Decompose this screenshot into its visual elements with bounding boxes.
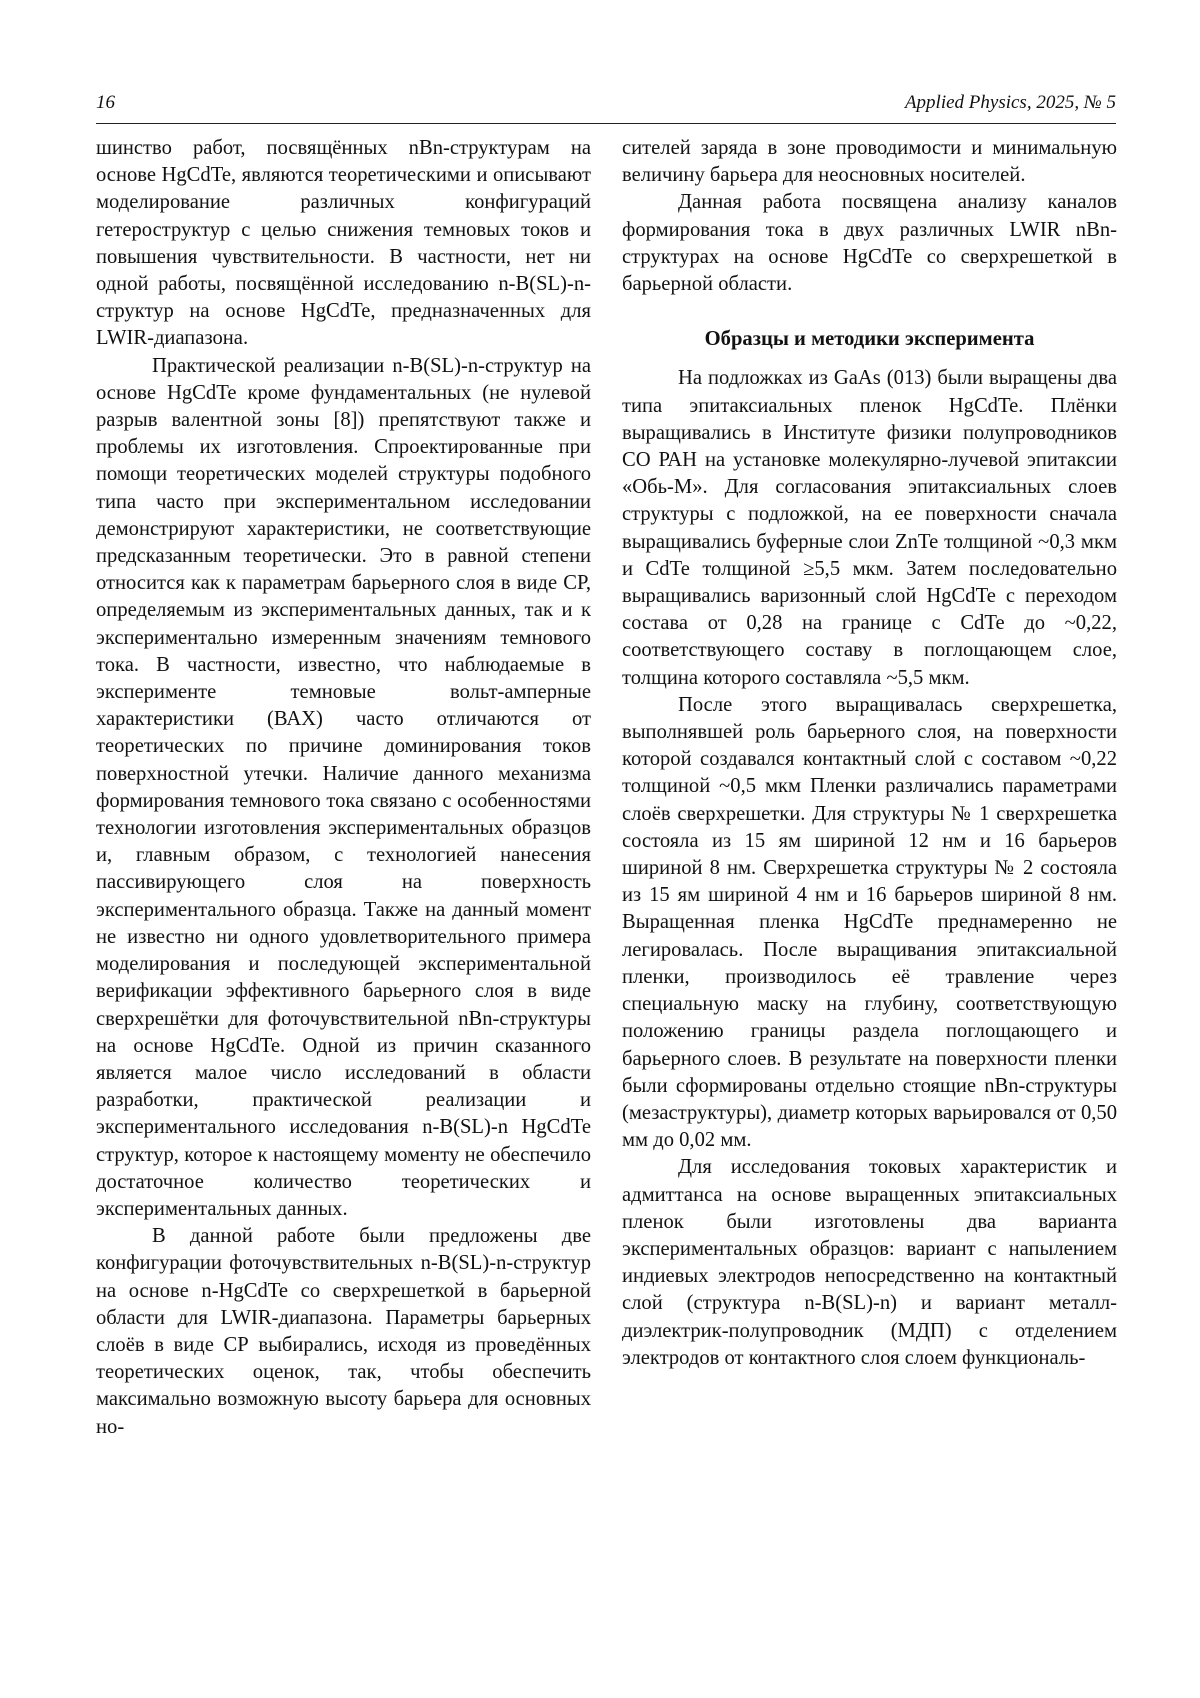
paragraph: Для исследования токовых характеристик и адмиттанса на основе выращенных эпитаксиальных пленок были изготовлены два варианта экспериментальных образцов: вариант с напылением индиевых электродов непосредственно на контактный слой (структура n-B(SL)-n) и вариант металл-диэлектрик-полупроводник (МДП) с отделением электродов от контактного слоя слоем функциональ- [622, 1156, 1117, 1369]
paragraph: сителей заряда в зоне проводимости и минимальную величину барьера для неосновных носителей. [622, 137, 1117, 187]
journal-citation: Applied Physics, 2025, № 5 [904, 92, 1116, 113]
header-rule [96, 123, 1116, 124]
page-header [96, 92, 1116, 122]
paragraph: шинство работ, посвящённых nBn-структурам на основе HgCdTe, являются теоретическими и описывают моделирование различных конфигураций гетероструктур с целью снижения темновых токов и повышения чувствительности. В частности, нет ни одной работы, посвящённой исследованию n-B(SL)-n-структур на основе HgCdTe, предназначенных для LWIR-диапазона. [96, 137, 591, 350]
left-column [96, 135, 591, 1441]
paragraph: Данная работа посвящена анализу каналов формирования тока в двух различных LWIR nBn-структурах на основе HgCdTe со сверхрешеткой в барьерной области. [622, 191, 1117, 296]
section-heading: Образцы и методики эксперимента [704, 328, 1035, 351]
right-column [622, 135, 1117, 1372]
paragraph: После этого выращивалась сверхрешетка, выполнявшей роль барьерного слоя, на поверхности которой создавался контактный слой с составом ~0,22 толщиной ~0,5 мкм Пленки различались параметрами слоёв сверхрешетки. Для структуры № 1 сверхрешетка состояла из 15 ям шириной 12 нм и 16 барьеров шириной 8 нм. Сверхрешетка структуры № 2 состояла из 15 ям шириной 4 нм и 16 барьеров шириной 8 нм. Выращенная пленка HgCdTe преднамеренно не легировалась. После выращивания эпитаксиальной пленки, производилось её травление через специальную маску на глубину, соответствующую положению границы раздела поглощающего и барьерного слоев. В результате на поверхности пленки были сформированы отдельно стоящие nBn-структуры (мезаструктуры), диаметр которых варьировался от 0,50 мм до 0,02 мм. [622, 693, 1117, 1152]
paragraph: В данной работе были предложены две конфигурации фоточувствительных n-B(SL)-n-структур на основе n-HgCdTe со сверхрешеткой в барьерной области для LWIR-диапазона. Параметры барьерных слоёв в виде СР выбирались, исходя из проведённых теоретических оценок, так, чтобы обеспечить максимально возможную высоту барьера для основных но- [96, 1225, 591, 1438]
page-number: 16 [96, 92, 115, 113]
paragraph: На подложках из GaAs (013) были выращены два типа эпитаксиальных пленок HgCdTe. Плёнки выращивались в Институте физики полупроводников СО РАН на установке молекулярно-лучевой эпитаксии «Обь-М». Для согласования эпитаксиальных слоев структуры с подложкой, на ее поверхности сначала выращивались буферные слои ZnTe толщиной ~0,3 мкм и CdTe толщиной ≥5,5 мкм. Затем последовательно выращивались варизонный слой HgCdTe с переходом состава от 0,28 на границе с CdTe до ~0,22, соответствующего составу в поглощающем слое, толщина которого составляла ~5,5 мкм. [622, 367, 1117, 689]
paragraph: Практической реализации n-B(SL)-n-структур на основе HgCdTe кроме фундаментальных (не нулевой разрыв валентной зоны [8]) препятствуют также и проблемы их изготовления. Спроектированные при помощи теоретических моделей структуры подобного типа часто при экспериментальном исследовании демонстрируют характеристики, не соответствующие предсказанным теоретически. Это в равной степени относится как к параметрам барьерного слоя в виде СР, определяемым из экспериментальных данных, так и к экспериментально измеренным значениям темнового тока. В частности, известно, что наблюдаемые в эксперименте темновые вольт-амперные характеристики (ВАХ) часто отличаются от теоретических по причине доминирования токов поверхностной утечки. Наличие данного механизма формирования темнового тока связано с особенностями технологии изготовления экспериментальных образцов и, главным образом, с технологией нанесения пассивирующего слоя на поверхность экспериментального образца. Также на данный момент не известно ни одного удовлетворительного примера моделирования и последующей экспериментальной верификации эффективного барьерного слоя в виде сверхрешётки для фоточувствительной nBn-структуры на основе HgCdTe. Одной из причин сказанного является малое число исследований в области разработки, практической реализации и экспериментального исследования n-B(SL)-n HgCdTe структур, которое к настоящему моменту не обеспечило достаточное количество теоретических и экспериментальных данных. [96, 354, 591, 1220]
